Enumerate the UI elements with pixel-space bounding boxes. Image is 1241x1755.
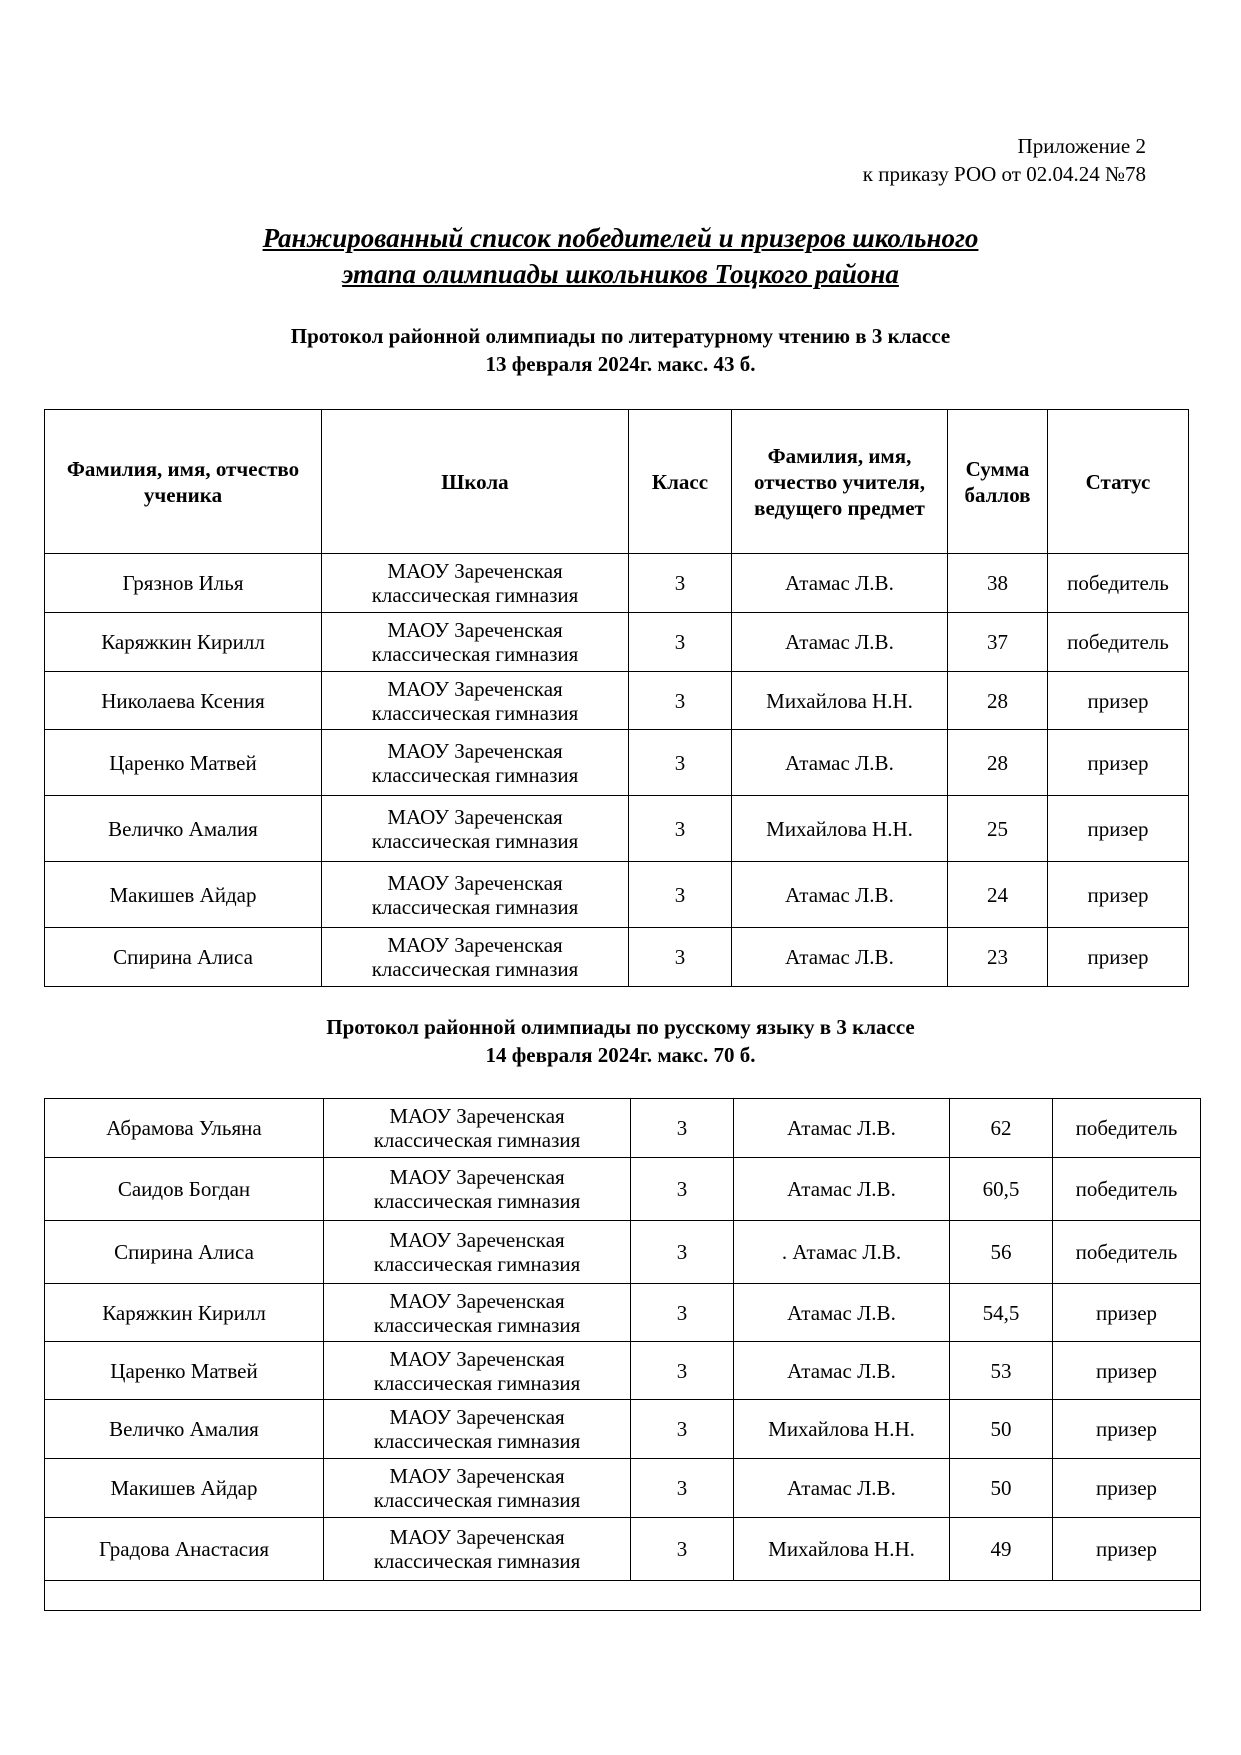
school-line-1: МАОУ Зареченская — [389, 1288, 565, 1313]
cell-teacher: . Атамас Л.В. — [734, 1221, 950, 1284]
school-line-2: классическая гимназия — [373, 1488, 581, 1512]
cell-status: призер — [1053, 1518, 1201, 1581]
cell-teacher: Атамас Л.В. — [734, 1099, 950, 1158]
cell-status: призер — [1048, 730, 1189, 796]
protocol-1-line-2: 13 февраля 2024г. макс. 43 б. — [485, 352, 756, 376]
results-table-literature — [44, 409, 1189, 987]
cell-student: Макишев Айдар — [45, 1459, 324, 1518]
cell-student: Величко Амалия — [45, 1400, 324, 1459]
results-table-russian — [44, 1098, 1201, 1611]
table-row — [45, 1099, 1201, 1158]
cell-school — [324, 1342, 631, 1400]
title-line-1: Ранжированный список победителей и призеров школьного — [262, 223, 979, 253]
cell-school — [322, 554, 629, 613]
cell-student: Грязнов Илья — [45, 554, 322, 613]
cell-teacher: Атамас Л.В. — [732, 730, 948, 796]
school-line-2: классическая гимназия — [373, 1312, 581, 1337]
cell-score: 49 — [950, 1518, 1053, 1581]
cell-school — [324, 1284, 631, 1342]
school-line-1: МАОУ Зареченская — [387, 618, 563, 642]
cell-student: Спирина Алиса — [45, 928, 322, 987]
cell-teacher: Михайлова Н.Н. — [732, 672, 948, 730]
cell-status: победитель — [1053, 1158, 1201, 1221]
annex-line-1: Приложение 2 — [1017, 134, 1146, 158]
school-line-1: МАОУ Зареченская — [389, 1165, 565, 1189]
header-student: Фамилия, имя, отчество ученика — [45, 410, 322, 554]
cell-grade: 3 — [631, 1459, 734, 1518]
table-row-empty — [45, 1581, 1201, 1611]
school-line-1: МАОУ Зареченская — [387, 676, 563, 701]
cell-grade: 3 — [631, 1099, 734, 1158]
cell-score: 25 — [948, 796, 1048, 862]
cell-grade: 3 — [629, 928, 732, 987]
cell-teacher: Атамас Л.В. — [732, 862, 948, 928]
cell-score: 50 — [950, 1400, 1053, 1459]
cell-school — [322, 672, 629, 730]
school-line-2: классическая гимназия — [371, 642, 579, 666]
table-row — [45, 1342, 1201, 1400]
cell-school — [324, 1400, 631, 1459]
cell-student: Царенко Матвей — [45, 1342, 324, 1400]
school-line-1: МАОУ Зареченская — [389, 1104, 565, 1128]
table-row — [45, 796, 1189, 862]
school-line-2: классическая гимназия — [373, 1370, 581, 1395]
cell-school — [322, 730, 629, 796]
school-line-1: МАОУ Зареченская — [387, 870, 563, 895]
cell-student: Макишев Айдар — [45, 862, 322, 928]
cell-grade: 3 — [631, 1221, 734, 1284]
cell-score: 53 — [950, 1342, 1053, 1400]
school-line-2: классическая гимназия — [371, 894, 579, 919]
cell-grade: 3 — [629, 613, 732, 672]
cell-school — [324, 1221, 631, 1284]
header-school: Школа — [322, 410, 629, 554]
cell-school — [324, 1459, 631, 1518]
cell-student: Каряжкин Кирилл — [45, 613, 322, 672]
cell-grade: 3 — [629, 672, 732, 730]
table-row — [45, 1400, 1201, 1459]
school-line-1: МАОУ Зареченская — [389, 1464, 565, 1488]
school-line-1: МАОУ Зареченская — [387, 933, 563, 957]
cell-student: Каряжкин Кирилл — [45, 1284, 324, 1342]
cell-teacher: Михайлова Н.Н. — [732, 796, 948, 862]
school-line-2: классическая гимназия — [371, 762, 579, 787]
cell-teacher: Атамас Л.В. — [732, 928, 948, 987]
cell-status: призер — [1053, 1284, 1201, 1342]
cell-teacher: Атамас Л.В. — [732, 554, 948, 613]
cell-status: призер — [1053, 1342, 1201, 1400]
cell-status: победитель — [1048, 554, 1189, 613]
cell-grade: 3 — [631, 1284, 734, 1342]
cell-teacher: Михайлова Н.Н. — [734, 1518, 950, 1581]
protocol-1-heading — [0, 322, 1241, 378]
cell-student: Спирина Алиса — [45, 1221, 324, 1284]
cell-teacher: Атамас Л.В. — [734, 1459, 950, 1518]
cell-score: 23 — [948, 928, 1048, 987]
cell-grade: 3 — [629, 862, 732, 928]
cell-empty — [45, 1581, 1201, 1611]
cell-score: 37 — [948, 613, 1048, 672]
table-row — [45, 1459, 1201, 1518]
table-row — [45, 1284, 1201, 1342]
header-score: Сумма баллов — [948, 410, 1048, 554]
cell-school — [322, 796, 629, 862]
cell-status: призер — [1048, 672, 1189, 730]
cell-status: победитель — [1048, 613, 1189, 672]
protocol-2-line-1: Протокол районной олимпиады по русскому языку в 3 классе — [326, 1015, 915, 1039]
cell-student: Величко Амалия — [45, 796, 322, 862]
cell-score: 62 — [950, 1099, 1053, 1158]
table-row — [45, 1518, 1201, 1581]
school-line-2: классическая гимназия — [371, 700, 579, 725]
title-line-2: этапа олимпиады школьников Тоцкого района — [342, 259, 899, 289]
protocol-2-heading — [0, 1013, 1241, 1069]
cell-student: Саидов Богдан — [45, 1158, 324, 1221]
cell-grade: 3 — [629, 796, 732, 862]
table-row — [45, 928, 1189, 987]
cell-student: Абрамова Ульяна — [45, 1099, 324, 1158]
protocol-2-line-2: 14 февраля 2024г. макс. 70 б. — [485, 1043, 756, 1067]
header-grade: Класс — [629, 410, 732, 554]
school-line-1: МАОУ Зареченская — [389, 1228, 565, 1252]
annex-line-2: к приказу РОО от 02.04.24 №78 — [862, 162, 1146, 186]
cell-teacher: Атамас Л.В. — [734, 1284, 950, 1342]
table-row — [45, 730, 1189, 796]
cell-status: призер — [1048, 796, 1189, 862]
school-line-2: классическая гимназия — [373, 1549, 581, 1573]
cell-score: 24 — [948, 862, 1048, 928]
cell-score: 54,5 — [950, 1284, 1053, 1342]
cell-score: 50 — [950, 1459, 1053, 1518]
cell-student: Николаева Ксения — [45, 672, 322, 730]
cell-status: призер — [1048, 862, 1189, 928]
school-line-2: классическая гимназия — [371, 828, 579, 853]
table-row — [45, 862, 1189, 928]
cell-teacher: Атамас Л.В. — [734, 1342, 950, 1400]
school-line-1: МАОУ Зареченская — [389, 1405, 565, 1429]
cell-teacher: Атамас Л.В. — [734, 1158, 950, 1221]
school-line-2: классическая гимназия — [371, 583, 579, 607]
table-row — [45, 554, 1189, 613]
annex-note — [863, 132, 1146, 188]
cell-grade: 3 — [631, 1342, 734, 1400]
cell-school — [322, 613, 629, 672]
cell-status: призер — [1048, 928, 1189, 987]
cell-grade: 3 — [631, 1518, 734, 1581]
cell-school — [322, 928, 629, 987]
cell-grade: 3 — [629, 730, 732, 796]
cell-score: 60,5 — [950, 1158, 1053, 1221]
cell-teacher: Михайлова Н.Н. — [734, 1400, 950, 1459]
table-header-row — [45, 410, 1189, 554]
school-line-1: МАОУ Зареченская — [387, 738, 563, 763]
school-line-2: классическая гимназия — [373, 1128, 581, 1152]
table-row — [45, 1221, 1201, 1284]
table-row — [45, 672, 1189, 730]
cell-status: победитель — [1053, 1221, 1201, 1284]
cell-status: призер — [1053, 1459, 1201, 1518]
cell-grade: 3 — [629, 554, 732, 613]
school-line-1: МАОУ Зареченская — [387, 804, 563, 829]
school-line-2: классическая гимназия — [373, 1252, 581, 1276]
cell-school — [324, 1099, 631, 1158]
school-line-2: классическая гимназия — [371, 957, 579, 981]
header-teacher: Фамилия, имя, отчество учителя, ведущего предмет — [732, 410, 948, 554]
header-status: Статус — [1048, 410, 1189, 554]
table-row — [45, 1158, 1201, 1221]
cell-score: 28 — [948, 672, 1048, 730]
school-line-1: МАОУ Зареченская — [389, 1525, 565, 1549]
cell-score: 28 — [948, 730, 1048, 796]
table-row — [45, 613, 1189, 672]
protocol-1-line-1: Протокол районной олимпиады по литературному чтению в 3 классе — [290, 324, 951, 348]
cell-status: победитель — [1053, 1099, 1201, 1158]
school-line-1: МАОУ Зареченская — [389, 1346, 565, 1371]
cell-grade: 3 — [631, 1400, 734, 1459]
cell-school — [324, 1518, 631, 1581]
cell-student: Градова Анастасия — [45, 1518, 324, 1581]
school-line-2: классическая гимназия — [373, 1189, 581, 1213]
cell-grade: 3 — [631, 1158, 734, 1221]
cell-student: Царенко Матвей — [45, 730, 322, 796]
cell-score: 56 — [950, 1221, 1053, 1284]
school-line-1: МАОУ Зареченская — [387, 559, 563, 583]
cell-school — [322, 862, 629, 928]
school-line-2: классическая гимназия — [373, 1429, 581, 1453]
cell-score: 38 — [948, 554, 1048, 613]
cell-teacher: Атамас Л.В. — [732, 613, 948, 672]
cell-school — [324, 1158, 631, 1221]
cell-status: призер — [1053, 1400, 1201, 1459]
document-title — [0, 220, 1241, 292]
